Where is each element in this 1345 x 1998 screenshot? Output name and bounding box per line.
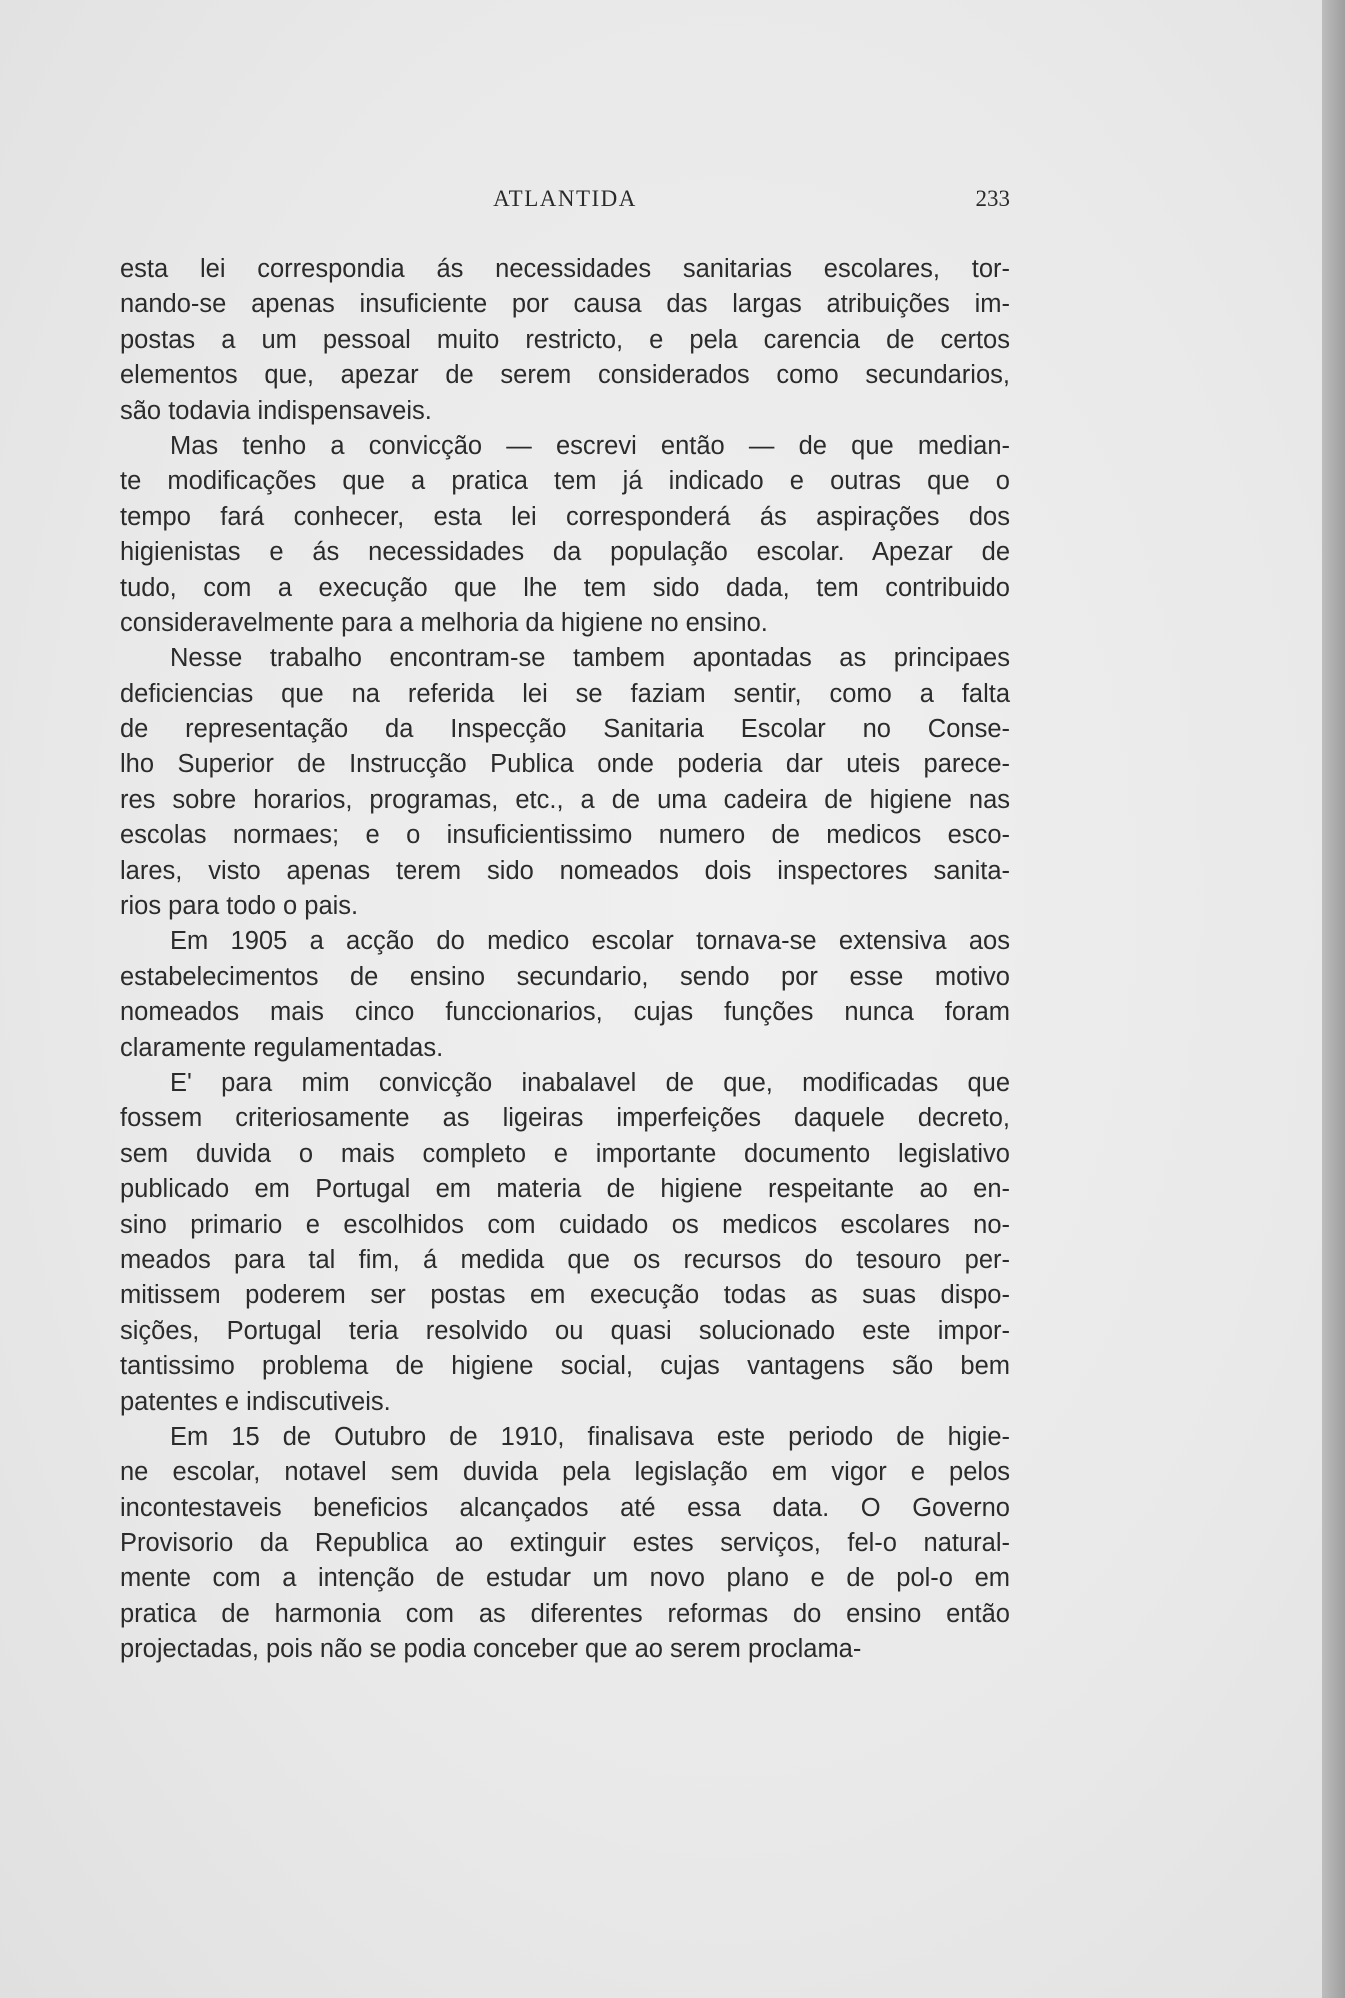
text-line: de representação da Inspecção Sanitaria Escolar no Conse- [120,715,1010,744]
text-line: mente com a intenção de estudar um novo plano e de pol-o em [120,1564,1010,1593]
body-text [120,252,1010,1668]
text-line: sino primario e escolhidos com cuidado os medicos escolares no- [120,1210,1010,1239]
text-line: Em 15 de Outubro de 1910, finalisava este periodo de higie- [170,1422,1010,1451]
text-line: lho Superior de Instrucção Publica onde poderia dar uteis parece- [120,750,1010,779]
text-line: esta lei correspondia ás necessidades sanitarias escolares, tor- [120,255,1010,283]
text-line: sem duvida o mais completo e importante documento legislativo [120,1139,1010,1168]
text-line: ne escolar, notavel sem duvida pela legislação em vigor e pelos [120,1458,1010,1487]
text-line: estabelecimentos de ensino secundario, sendo por esse motivo [120,962,1010,991]
text-line: postas a um pessoal muito restricto, e pela carencia de certos [120,325,1010,354]
page-number: 233 [975,186,1010,211]
page-edge [1322,0,1345,1998]
text-line: Em 1905 a acção do medico escolar tornava-se extensiva aos [170,927,1010,956]
text-line: E' para mim convicção inabalavel de que, modificadas que [170,1068,1010,1097]
text-line: deficiencias que na referida lei se faziam sentir, como a falta [120,679,1010,708]
paragraph [120,641,1010,924]
paragraph [120,924,1010,1066]
text-line: patentes e indiscutiveis. [120,1387,391,1416]
text-line: Provisorio da Republica ao extinguir estes serviços, fel-o natural- [120,1529,1010,1558]
running-title: ATLANTIDA [493,186,637,211]
text-line: pratica de harmonia com as diferentes reformas do ensino então [120,1599,1010,1628]
text-line: são todavia indispensaveis. [120,396,432,425]
paragraph [120,252,1010,429]
text-line: Nesse trabalho encontram-se tambem apontadas as principaes [170,644,1010,673]
text-line: mitissem poderem ser postas em execução todas as suas dispo- [120,1281,1010,1310]
text-line: claramente regulamentadas. [120,1033,444,1062]
text-line: nando-se apenas insuficiente por causa das largas atribuições im- [120,290,1010,319]
text-line: rios para todo o pais. [120,892,359,921]
running-head [120,186,1010,216]
text-line: te modificações que a pratica tem já indicado e outras que o [120,467,1010,496]
text-line: higienistas e ás necessidades da população escolar. Apezar de [120,538,1010,567]
text-line: meados para tal fim, á medida que os recursos do tesouro per- [120,1245,1010,1274]
text-line: consideravelmente para a melhoria da higiene no ensino. [120,608,768,637]
text-line: incontestaveis beneficios alcançados até essa data. O Governo [120,1493,1010,1522]
paragraph [120,1066,1010,1420]
text-line: sições, Portugal teria resolvido ou quasi solucionado este impor- [120,1316,1010,1345]
text-line: elementos que, apezar de serem considerados como secundarios, [120,361,1010,390]
text-line: tudo, com a execução que lhe tem sido dada, tem contribuido [120,573,1010,602]
text-line: publicado em Portugal em materia de higiene respeitante ao en- [120,1175,1010,1204]
text-line: lares, visto apenas terem sido nomeados dois inspectores sanita- [120,856,1010,885]
text-line: fossem criteriosamente as ligeiras imperfeições daquele decreto, [120,1104,1010,1133]
paragraph [120,429,1010,641]
text-line: tempo fará conhecer, esta lei corresponderá ás aspirações dos [120,502,1010,531]
text-line: tantissimo problema de higiene social, cujas vantagens são bem [120,1352,1010,1381]
text-line: res sobre horarios, programas, etc., a de uma cadeira de higiene nas [120,785,1010,814]
text-line: escolas normaes; e o insuficientissimo numero de medicos esco- [120,821,1010,850]
text-line: projectadas, pois não se podia conceber que ao serem proclama- [120,1635,862,1664]
text-line: Mas tenho a convicção — escrevi então — de que median- [170,431,1010,460]
paragraph [120,1420,1010,1668]
text-line: nomeados mais cinco funccionarios, cujas funções nunca foram [120,998,1010,1027]
